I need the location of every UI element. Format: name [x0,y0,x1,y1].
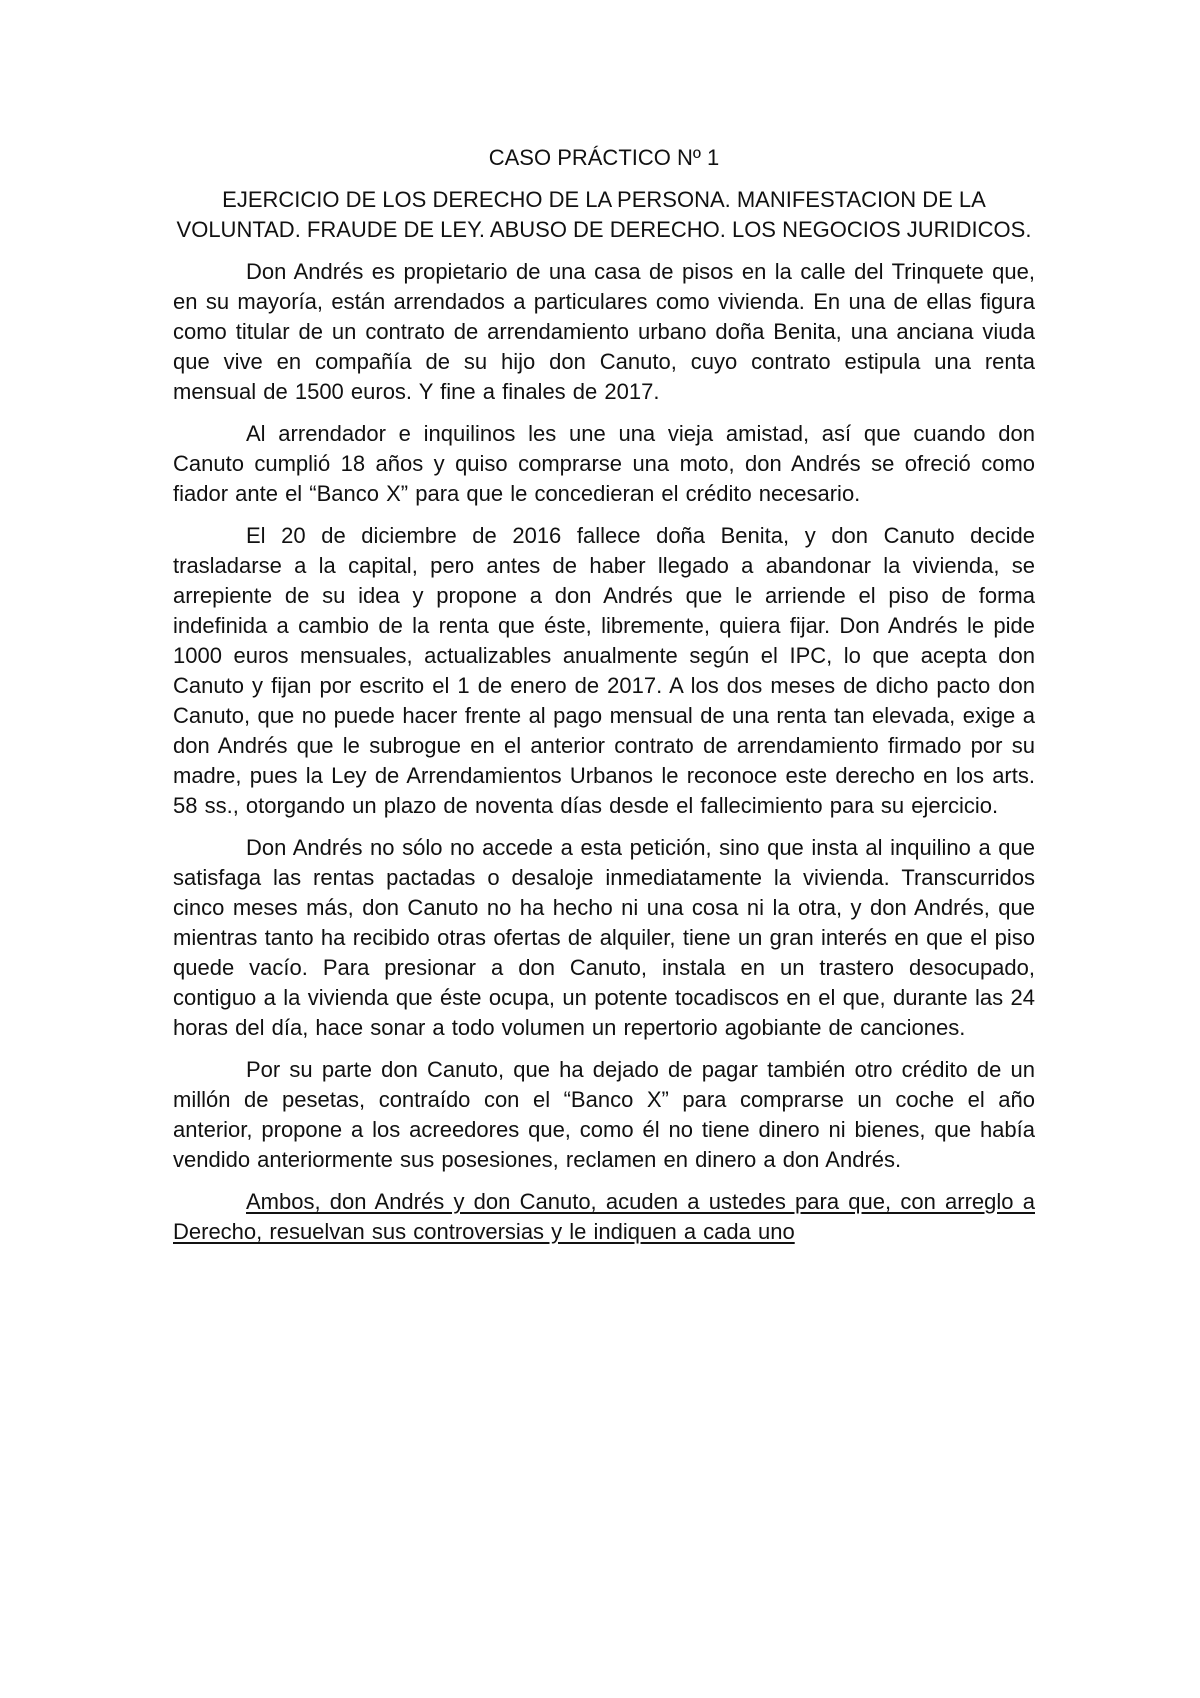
paragraph-3: El 20 de diciembre de 2016 fallece doña Benita, y don Canuto decide trasladarse a la capital, pero antes de haber llegado a abandonar la vivienda, se arrepiente de su idea y propone a don Andrés que le arriende el piso de forma indefinida a cambio de la renta que éste, libremente, quiera fijar. Don Andrés le pide 1000 euros mensuales, actualizables anualmente según el IPC, lo que acepta don Canuto y fijan por escrito el 1 de enero de 2017. A los dos meses de dicho pacto don Canuto, que no puede hacer frente al pago mensual de una renta tan elevada, exige a don Andrés que le subrogue en el anterior contrato de arrendamiento firmado por su madre, pues la Ley de Arrendamientos Urbanos le reconoce este derecho en los arts. 58 ss., otorgando un plazo de noventa días desde el fallecimiento para su ejercicio. [173,523,1035,818]
paragraph-1: Don Andrés es propietario de una casa de pisos en la calle del Trinquete que, en su mayoría, están arrendados a particulares como vivienda. En una de ellas figura como titular de un contrato de arrendamiento urbano doña Benita, una anciana viuda que vive en compañía de su hijo don Canuto, cuyo contrato estipula una renta mensual de 1500 euros. Y fine a finales de 2017. [173,259,1035,404]
document-subtitle: EJERCICIO DE LOS DERECHO DE LA PERSONA. MANIFESTACION DE LA VOLUNTAD. FRAUDE DE LEY. ABUSO DE DERECHO. LOS NEGOCIOS JURIDICOS. [176,187,1032,242]
paragraph-4: Don Andrés no sólo no accede a esta petición, sino que insta al inquilino a que satisfaga las rentas pactadas o desaloje inmediatamente la vivienda. Transcurridos cinco meses más, don Canuto no ha hecho ni una cosa ni la otra, y don Andrés, que mientras tanto ha recibido otras ofertas de alquiler, tiene un gran interés en que el piso quede vacío. Para presionar a don Canuto, instala en un trastero desocupado, contiguo a la vivienda que éste ocupa, un potente tocadiscos en el que, durante las 24 horas del día, hace sonar a todo volumen un repertorio agobiante de canciones. [173,835,1035,1040]
paragraph-6-underlined: Ambos, don Andrés y don Canuto, acuden a ustedes para que, con arreglo a Derecho, resuelvan sus controversias y le indiquen a cada uno [173,1189,1035,1244]
paragraph-2: Al arrendador e inquilinos les une una vieja amistad, así que cuando don Canuto cumplió 18 años y quiso comprarse una moto, don Andrés se ofreció como fiador ante el “Banco X” para que le concedieran el crédito necesario. [173,421,1035,506]
document-body [173,143,1035,1247]
document-title: CASO PRÁCTICO Nº 1 [488,145,720,170]
paragraph-5: Por su parte don Canuto, que ha dejado de pagar también otro crédito de un millón de pesetas, contraído con el “Banco X” para comprarse un coche el año anterior, propone a los acreedores que, como él no tiene dinero ni bienes, que había vendido anteriormente sus posesiones, reclamen en dinero a don Andrés. [173,1057,1035,1172]
